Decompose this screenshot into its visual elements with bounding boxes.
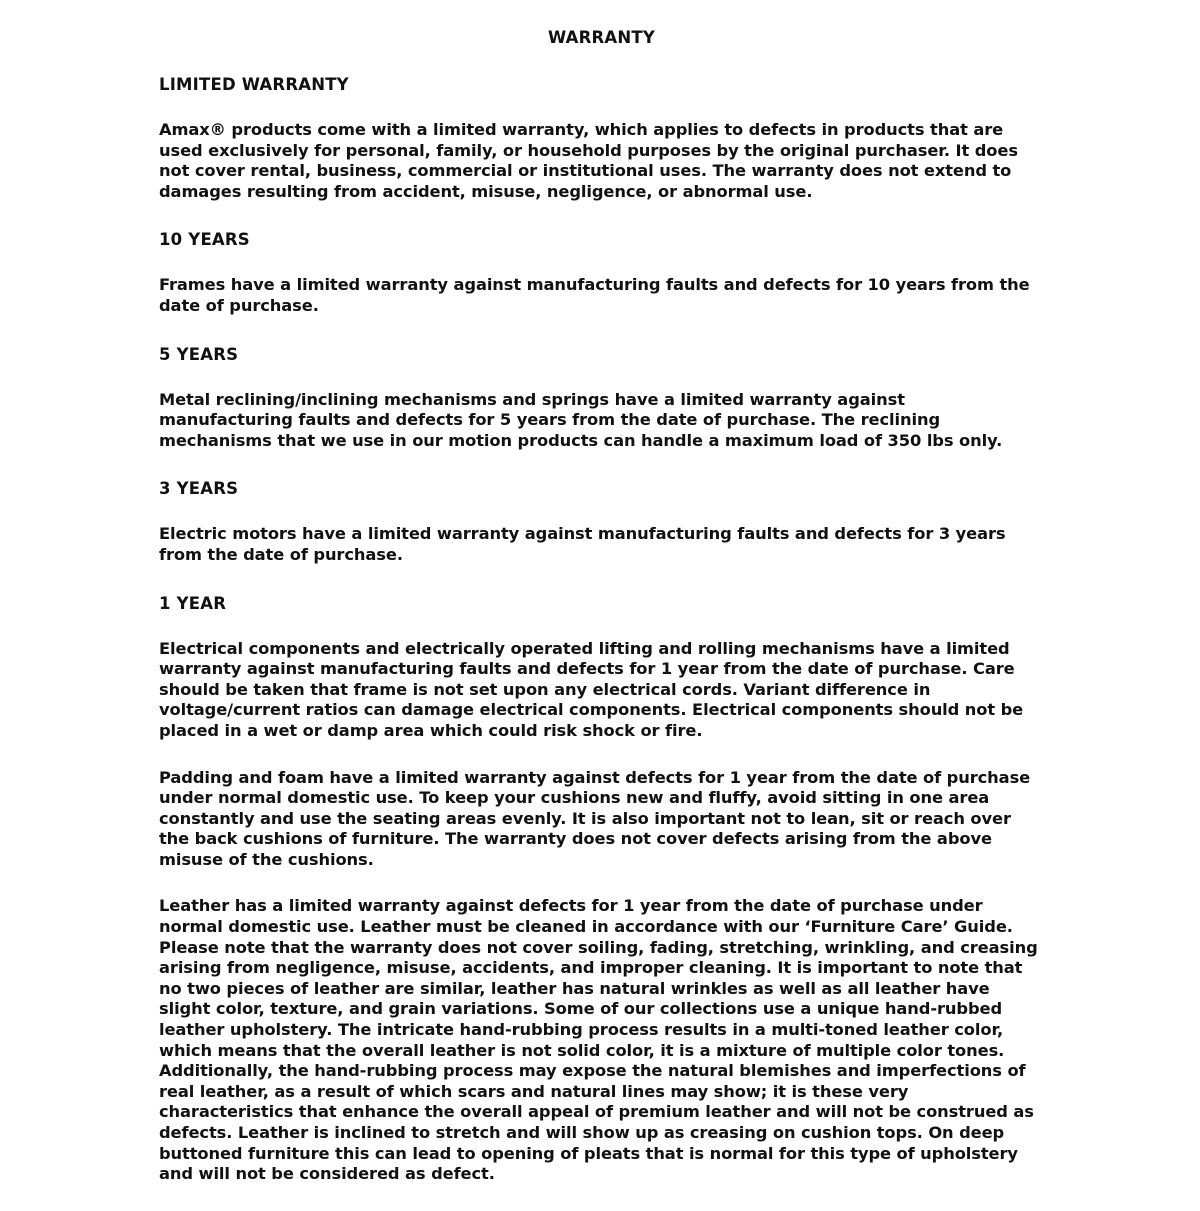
section-heading-1-year: 1 YEAR xyxy=(159,593,227,613)
warranty-document xyxy=(159,26,1044,1211)
paragraph-leather: Leather has a limited warranty against defects for 1 year from the date of purchase under normal domestic use. Leather must be cleaned in accordance with our ‘Furniture Care’ Guide. Please note that the warranty does not cover soiling, fading, stretching, wrinkling, and creasing arising from negligence, misuse, accidents, and improper cleaning. It is important to note that no two pieces of leather are similar, leather has natural wrinkles as well as all leather have slight color, texture, and grain variations. Some of our collections use a unique hand-rubbed leather upholstery. The intricate hand-rubbing process results in a multi-toned leather color, which means that the overall leather is not solid color, it is a mixture of multiple color tones. Additionally, the hand-rubbing process may expose the natural blemishes and imperfections of real leather, as a result of which scars and natural lines may show; it is these very characteristics that enhance the overall appeal of premium leather and will not be construed as defects. Leather is inclined to stretch and will show up as creasing on cushion tops. On deep buttoned furniture this can lead to opening of pleats that is normal for this type of upholstery and will not be considered as defect. xyxy=(159,896,1038,1184)
document-title: WARRANTY xyxy=(547,28,656,47)
paragraph-mechanisms: Metal reclining/inclining mechanisms and springs have a limited warranty against manufacturing faults and defects for 5 years from the date of purchase. The reclining mechanisms that we use in our motion products can handle a maximum load of 350 lbs only. xyxy=(159,389,1003,450)
paragraph-frames: Frames have a limited warranty against manufacturing faults and defects for 10 years from the date of purchase. xyxy=(159,275,1030,315)
paragraph-electrical-components: Electrical components and electrically operated lifting and rolling mechanisms have a limited warranty against manufacturing faults and defects for 1 year from the date of purchase. Care should be taken that frame is not set upon any electrical cords. Variant difference in voltage/current ratios can damage electrical components. Electrical components should not be placed in a wet or damp area which could risk shock or fire. xyxy=(159,638,1024,740)
section-heading-10-years: 10 YEARS xyxy=(159,230,250,250)
section-heading-5-years: 5 YEARS xyxy=(159,344,239,364)
paragraph-padding-foam: Padding and foam have a limited warranty against defects for 1 year from the date of purchase under normal domestic use. To keep your cushions new and fluffy, avoid sitting in one area constantly and use the seating areas evenly. It is also important not to lean, sit or reach over the back cushions of furniture. The warranty does not cover defects arising from the above misuse of the cushions. xyxy=(159,767,1031,869)
paragraph-electric-motors: Electric motors have a limited warranty against manufacturing faults and defects for 3 years from the date of purchase. xyxy=(159,524,1006,564)
section-heading-3-years: 3 YEARS xyxy=(159,479,239,499)
section-heading-limited-warranty: LIMITED WARRANTY xyxy=(159,75,349,94)
paragraph-limited-warranty: Amax® products come with a limited warranty, which applies to defects in products that are used exclusively for personal, family, or household purposes by the original purchaser. It does not cover rental, business, commercial or institutional uses. The warranty does not extend to damages resulting from accident, misuse, negligence, or abnormal use. xyxy=(159,120,1018,201)
